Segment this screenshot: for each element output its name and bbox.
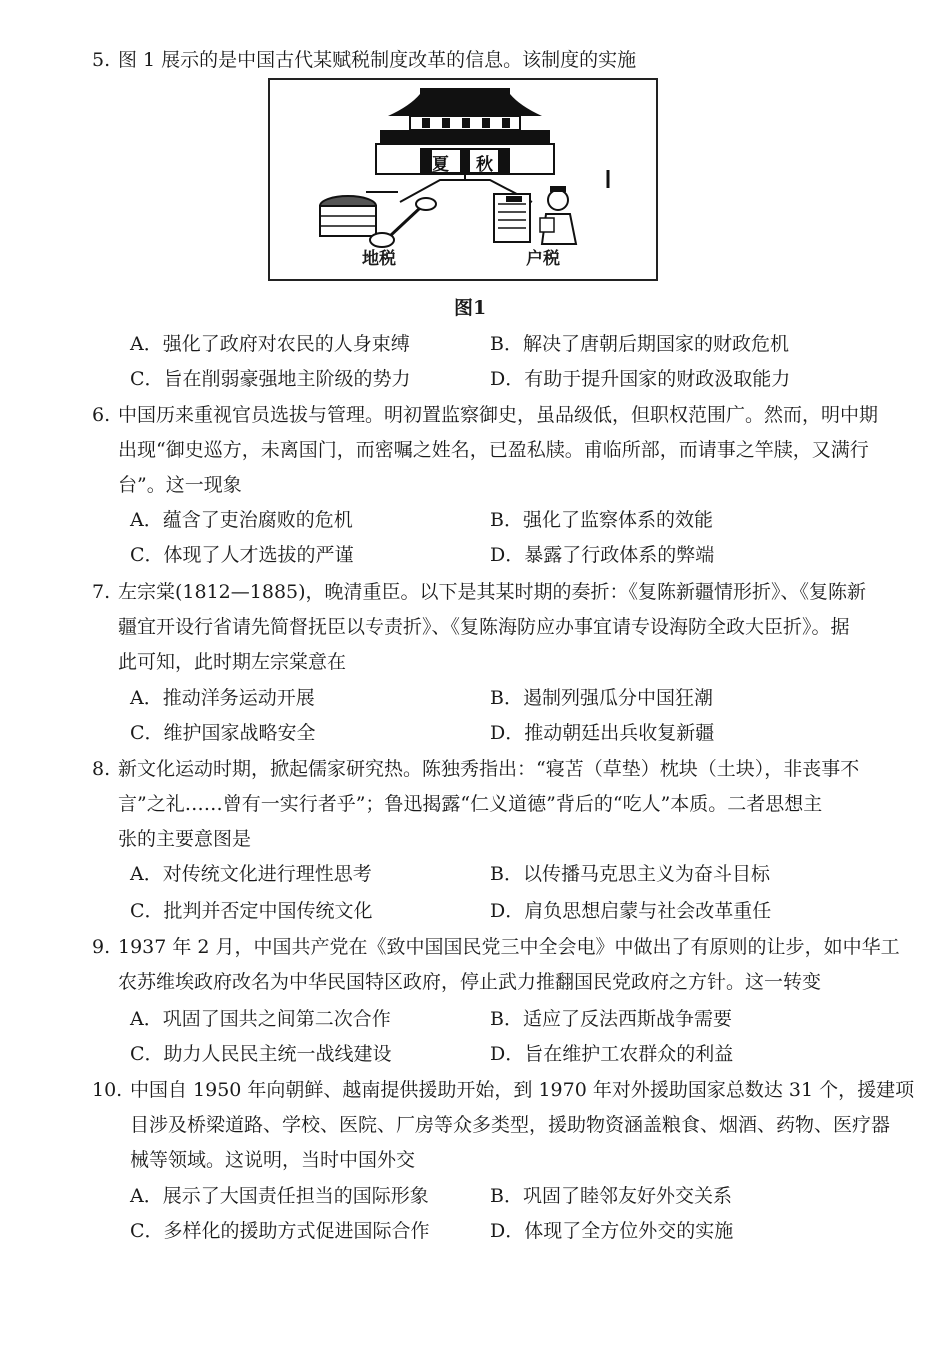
q10-option-b: B．巩固了睦邻友好外交关系 xyxy=(490,1185,732,1207)
q7-option-a: A．推动洋务运动开展 xyxy=(130,687,315,709)
figure-1-caption: 图1 xyxy=(454,297,487,319)
q10-option-d: D．体现了全方位外交的实施 xyxy=(490,1220,734,1242)
q8-option-d: D．肩负思想启蒙与社会改革重任 xyxy=(490,900,772,922)
question-8-number: 8. xyxy=(92,758,111,780)
question-6-number: 6. xyxy=(92,404,111,426)
question-8-stem-line-3: 张的主要意图是 xyxy=(118,828,252,850)
q8-option-a: A．对传统文化进行理性思考 xyxy=(130,863,372,885)
q5-option-c: C．旨在削弱豪强地主阶级的势力 xyxy=(130,368,411,390)
q6-option-c: C．体现了人才选拔的严谨 xyxy=(130,544,354,566)
q10-option-c: C．多样化的援助方式促进国际合作 xyxy=(130,1220,430,1242)
q7-option-b: B．遏制列强瓜分中国狂潮 xyxy=(490,687,713,709)
official-figure-icon xyxy=(548,190,568,210)
tax-reform-illustration xyxy=(270,80,656,279)
shovel-icon xyxy=(390,208,420,236)
question-10-stem-line-1: 中国自 1950 年向朝鲜、越南提供援助开始，到 1970 年对外援助国家总数达 31 个，援建项 xyxy=(130,1079,915,1101)
question-8-stem-line-2: 言”之礼……曾有一实行者乎”；鲁迅揭露“仁义道德”背后的“吃人”本质。二者思想主 xyxy=(118,793,823,815)
label-household-tax: 户税 xyxy=(526,249,560,269)
question-6-stem-line-2: 出现“御史巡方，未离国门，而密嘱之姓名，已盈私牍。甫临所部，而请事之竿牍，又满行 xyxy=(118,439,869,461)
label-autumn: 秋 xyxy=(476,155,493,175)
q9-option-b: B．适应了反法西斯战争需要 xyxy=(490,1008,732,1030)
q6-option-b: B．强化了监察体系的效能 xyxy=(490,509,713,531)
question-9-stem-line-1: 1937 年 2 月，中国共产党在《致中国国民党三中全会电》中做出了有原则的让步，如中华工 xyxy=(118,936,900,958)
q5-option-d: D．有助于提升国家的财政汲取能力 xyxy=(490,368,791,390)
q9-option-a: A．巩固了国共之间第二次合作 xyxy=(130,1008,391,1030)
q7-option-d: D．推动朝廷出兵收复新疆 xyxy=(490,722,715,744)
q6-option-a: A．蕴含了吏治腐败的危机 xyxy=(130,509,353,531)
question-10-stem-line-2: 目涉及桥梁道路、学校、医院、厂房等众多类型，援助物资涵盖粮食、烟酒、药物、医疗器 xyxy=(130,1114,891,1136)
question-9-number: 9. xyxy=(92,936,111,958)
question-9-stem-line-2: 农苏维埃政府改名为中华民国特区政府，停止武力推翻国民党政府之方针。这一转变 xyxy=(118,971,822,993)
question-8-stem-line-1: 新文化运动时期，掀起儒家研究热。陈独秀指出：“寝苫（草垫）枕块（土块），非丧事不 xyxy=(118,758,860,780)
question-5-number: 5. xyxy=(92,49,111,71)
gate-roof-icon xyxy=(388,94,542,116)
question-7-number: 7. xyxy=(92,581,111,603)
q5-option-b: B．解决了唐朝后期国家的财政危机 xyxy=(490,333,789,355)
label-land-tax: 地税 xyxy=(362,249,396,269)
question-5-stem-line-1: 图 1 展示的是中国古代某赋税制度改革的信息。该制度的实施 xyxy=(118,49,637,71)
figure-1 xyxy=(268,78,658,281)
question-6-stem-line-1: 中国历来重视官员选拔与管理。明初置监察御史，虽品级低，但职权范围广。然而，明中期 xyxy=(118,404,879,426)
question-6-stem-line-3: 台”。这一现象 xyxy=(118,474,242,496)
q9-option-c: C．助力人民民主统一战线建设 xyxy=(130,1043,392,1065)
q8-option-b: B．以传播马克思主义为奋斗目标 xyxy=(490,863,770,885)
question-7-stem-line-2: 疆宜开设行省请先简督抚臣以专责折》、《复陈海防应办事宜请专设海防全政大臣折》。据 xyxy=(118,616,850,638)
q10-option-a: A．展示了大国责任担当的国际形象 xyxy=(130,1185,429,1207)
q6-option-d: D．暴露了行政体系的弊端 xyxy=(490,544,715,566)
question-10-number: 10. xyxy=(92,1079,123,1101)
label-summer: 夏 xyxy=(432,155,449,175)
q7-option-c: C．维护国家战略安全 xyxy=(130,722,316,744)
q8-option-c: C．批判并否定中国传统文化 xyxy=(130,900,373,922)
question-7-stem-line-1: 左宗棠(1812—1885)，晚清重臣。以下是其某时期的奏折：《复陈新疆情形折》、《复陈新 xyxy=(118,581,867,603)
q5-option-a: A．强化了政府对农民的人身束缚 xyxy=(130,333,410,355)
question-7-stem-line-3: 此可知，此时期左宗棠意在 xyxy=(118,651,347,673)
question-10-stem-line-3: 械等领域。这说明，当时中国外交 xyxy=(130,1149,416,1171)
q9-option-d: D．旨在维护工农群众的利益 xyxy=(490,1043,734,1065)
